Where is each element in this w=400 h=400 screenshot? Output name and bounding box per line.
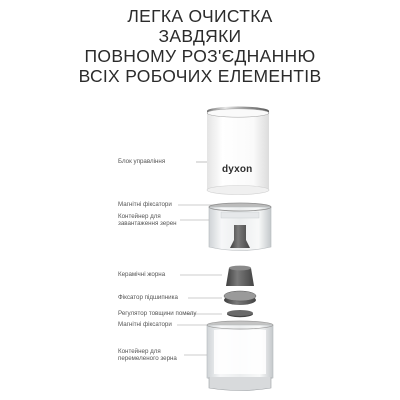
label-magnetic-clamps-bottom: Магнітні фіксатори	[118, 321, 172, 328]
label-grind-regulator: Регулятор товщини помелу	[118, 310, 197, 317]
label-ground-container	[118, 348, 177, 363]
label-bean-container-line-1: Контейнер для	[118, 213, 161, 220]
label-bean-container-line-2: завантаження зерен	[118, 220, 177, 228]
bean-container-illustration	[209, 203, 271, 251]
headline-line-2: ЗАВДЯКИ	[158, 26, 242, 46]
grind-regulator-illustration	[227, 310, 253, 317]
label-ground-container-line-2: перемеленого зерна	[118, 355, 177, 363]
headline-line-4: ВСІХ РОБОЧИХ ЕЛЕМЕНТІВ	[78, 66, 322, 86]
label-magnetic-clamps-top: Магнітні фіксатори	[118, 201, 172, 208]
label-control-unit: Блок управління	[118, 158, 166, 165]
headline-line-3: ПОВНОМУ РОЗ'ЄДНАННЮ	[84, 46, 316, 66]
ceramic-burr-illustration	[226, 266, 254, 286]
ground-container-illustration	[207, 321, 273, 391]
label-ground-container-line-1: Контейнер для	[118, 348, 161, 355]
label-bean-container	[118, 213, 177, 228]
label-bearing-clamp: Фіксатор підшипника	[118, 294, 178, 301]
label-ceramic-burrs: Керамічні жорна	[118, 271, 166, 278]
control-unit-illustration	[207, 107, 269, 195]
brand-logo: dyxon	[222, 164, 253, 175]
bearing-clamp-illustration	[224, 291, 256, 305]
headline-line-1: ЛЕГКА ОЧИСТКА	[127, 6, 273, 26]
